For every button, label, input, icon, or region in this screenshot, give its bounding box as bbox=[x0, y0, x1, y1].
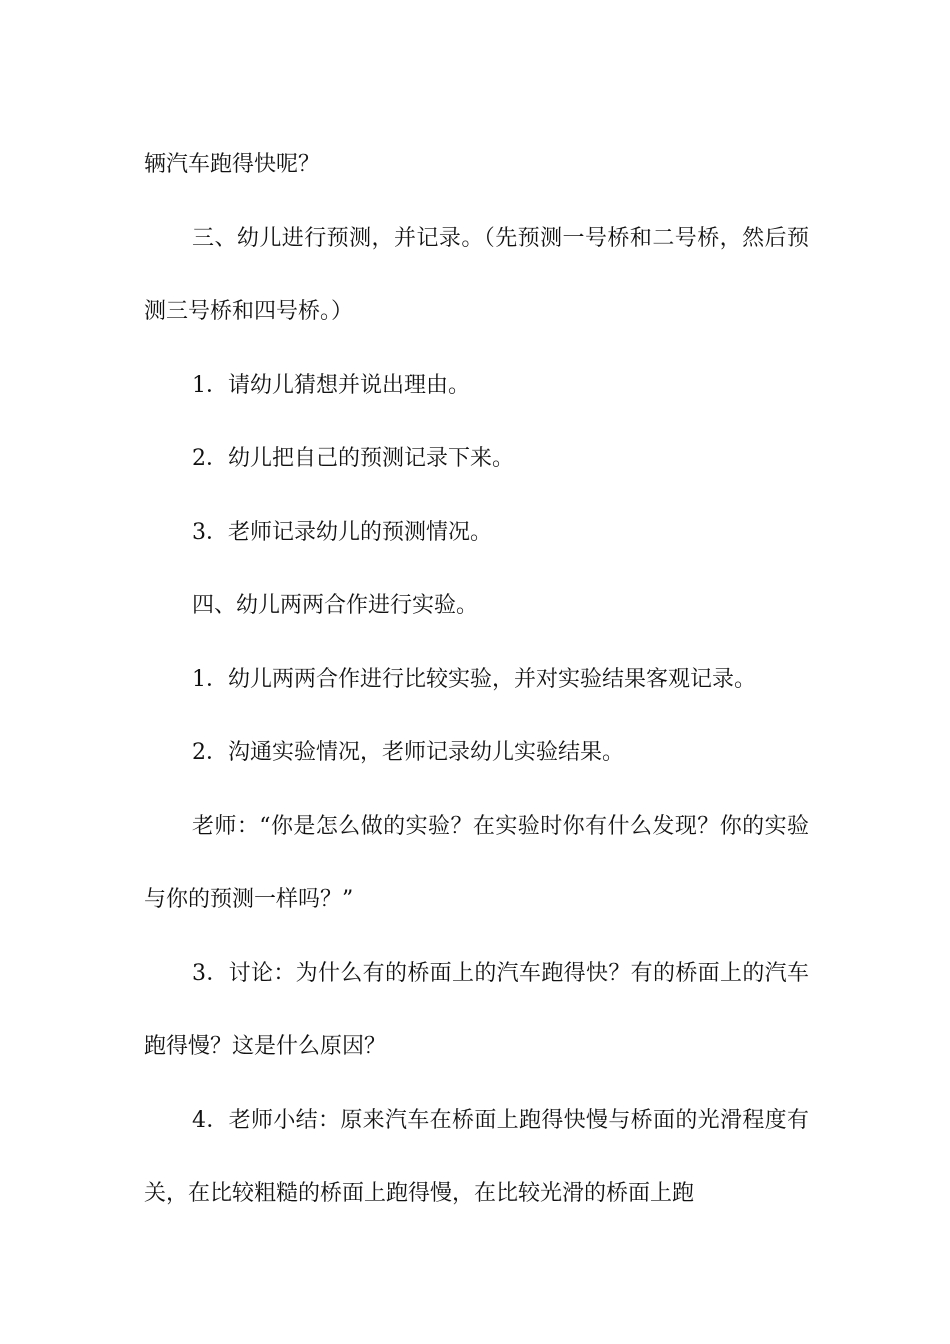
paragraph-section-three: 三、幼儿进行预测，并记录。（先预测一号桥和二号桥，然后预测三号桥和四号桥。） bbox=[144, 225, 809, 324]
paragraph-step-3-teacher-record: 3．老师记录幼儿的预测情况。 bbox=[192, 519, 492, 545]
paragraph-step-1-guess: 1．请幼儿猜想并说出理由。 bbox=[192, 372, 470, 398]
paragraph-step-4-summary: 4．老师小结：原来汽车在桥面上跑得快慢与桥面的光滑程度有关，在比较粗糙的桥面上跑得慢，在比较光滑的桥面上跑 bbox=[144, 1107, 809, 1206]
paragraph-teacher-question: 老师：“你是怎么做的实验？在实验时你有什么发现？你的实验与你的预测一样吗？” bbox=[144, 813, 809, 912]
paragraph-step-3-discussion: 3．讨论：为什么有的桥面上的汽车跑得快？有的桥面上的汽车跑得慢？这是什么原因？ bbox=[144, 960, 809, 1059]
paragraph-section-four: 四、幼儿两两合作进行实验。 bbox=[192, 593, 479, 618]
paragraph-step-1-experiment: 1．幼儿两两合作进行比较实验，并对实验结果客观记录。 bbox=[192, 666, 756, 692]
paragraph-continuation: 辆汽车跑得快呢？ bbox=[144, 152, 321, 177]
document-body bbox=[144, 128, 809, 1231]
paragraph-step-2-communicate: 2．沟通实验情况，老师记录幼儿实验结果。 bbox=[192, 740, 624, 765]
paragraph-step-2-record: 2．幼儿把自己的预测记录下来。 bbox=[192, 446, 514, 471]
